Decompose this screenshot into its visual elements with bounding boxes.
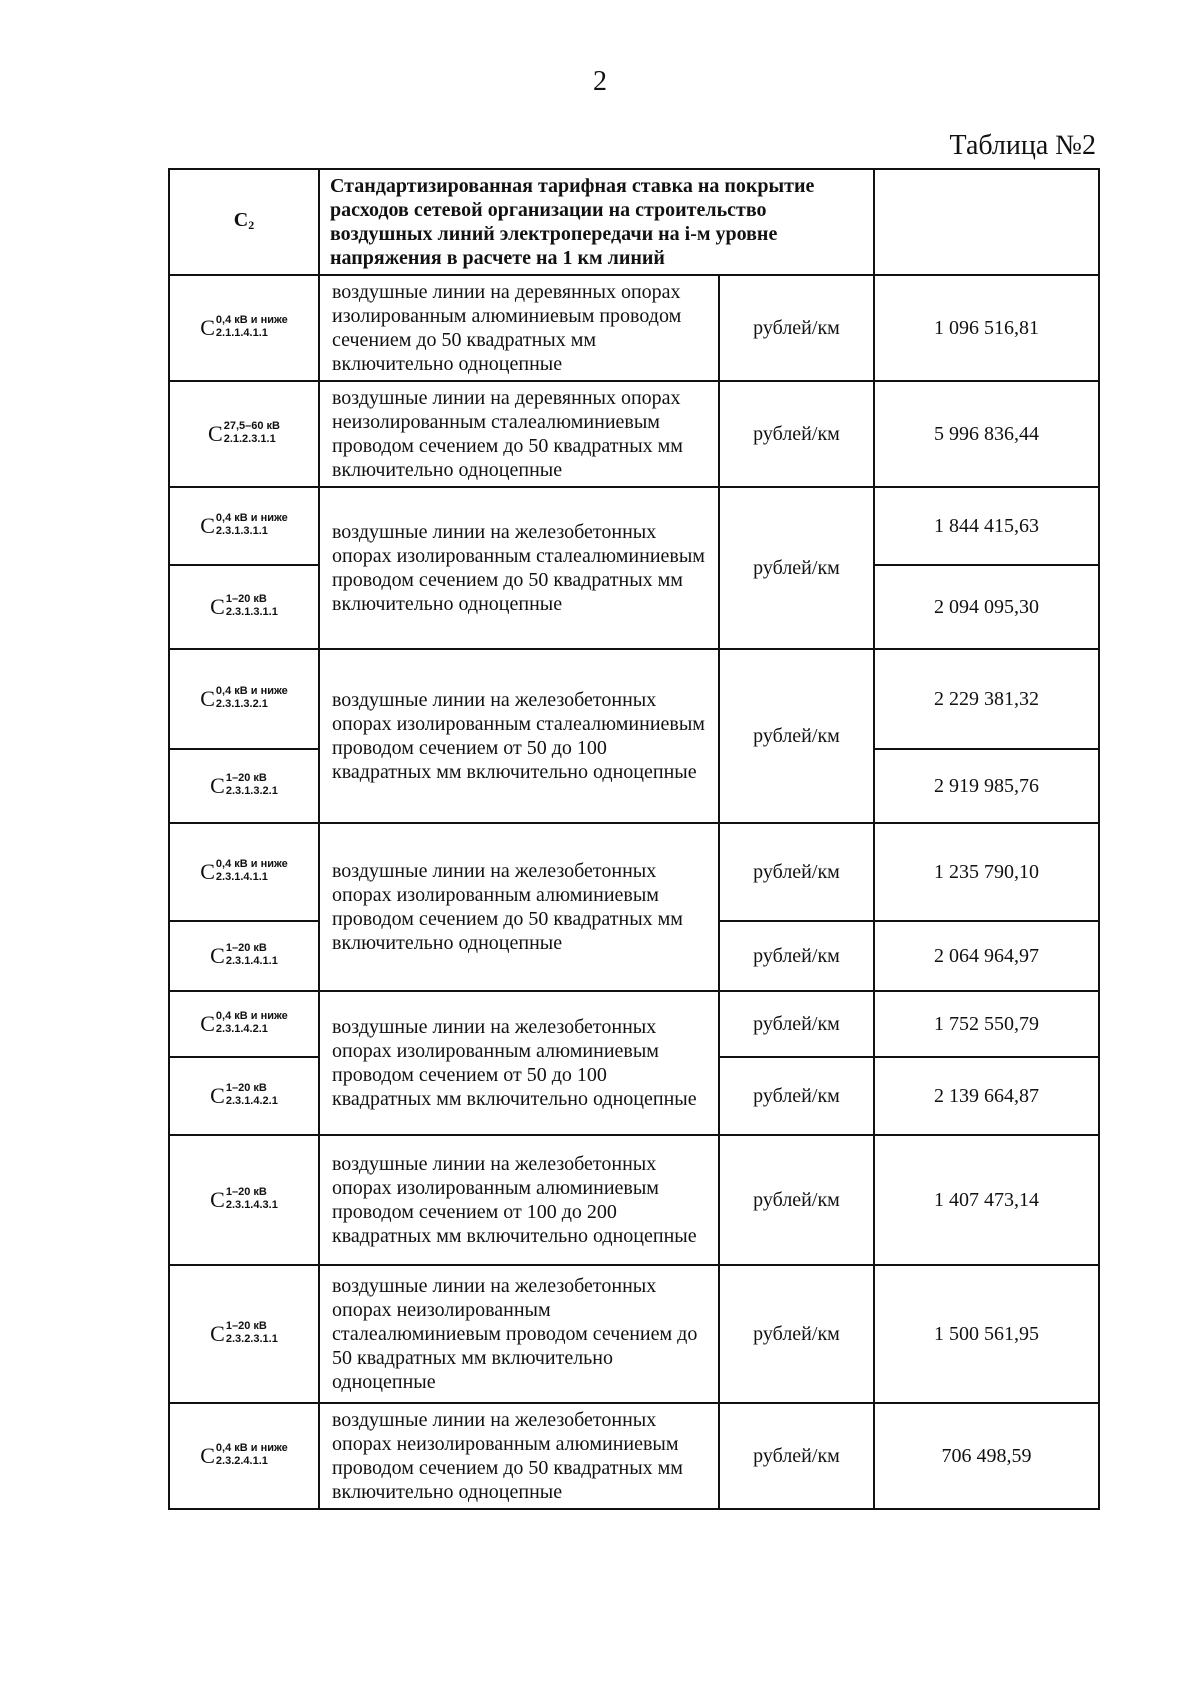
rate-value: 2 094 095,30 xyxy=(874,565,1099,649)
line-description: воздушные линии на деревянных опорах неизолированным сталеалюминиевым проводом сечением до 50 квадратных мм включительно одноцепные xyxy=(319,381,719,487)
rate-code: C 1–20 кВ 2.3.1.3.2.1 xyxy=(169,749,319,823)
rate-value: 1 844 415,63 xyxy=(874,487,1099,565)
table-row xyxy=(169,1265,1099,1403)
rate-code-index: 2.3.2.3.1.1 xyxy=(225,1333,278,1345)
rate-code-voltage: 0,4 кВ и ниже xyxy=(215,685,288,697)
rate-value: 1 500 561,95 xyxy=(874,1265,1099,1403)
unit: рублей/км xyxy=(719,1135,874,1265)
unit: рублей/км xyxy=(719,487,874,649)
rate-code: C 1–20 кВ 2.3.1.3.1.1 xyxy=(169,565,319,649)
rate-code-voltage: 27,5–60 кВ xyxy=(223,420,280,432)
rate-code-index: 2.3.1.3.1.1 xyxy=(215,525,268,537)
unit: рублей/км xyxy=(719,921,874,991)
rate-code-voltage: 0,4 кВ и ниже xyxy=(215,1010,288,1022)
rate-code-voltage: 0,4 кВ и ниже xyxy=(215,1442,288,1454)
table-row xyxy=(169,1403,1099,1509)
rate-code-voltage: 0,4 кВ и ниже xyxy=(215,858,288,870)
page-number: 2 xyxy=(593,66,607,97)
rate-code-index: 2.3.1.4.2.1 xyxy=(215,1023,268,1035)
header-code-subscript: 2 xyxy=(248,217,255,232)
line-description: воздушные линии на железобетонных опорах изолированным сталеалюминиевым проводом сечением до 50 квадратных мм включительно одноцепные xyxy=(319,487,719,649)
header-code-cell xyxy=(169,169,319,275)
rate-value: 5 996 836,44 xyxy=(874,381,1099,487)
rate-code: C 1–20 кВ 2.3.1.4.2.1 xyxy=(169,1057,319,1135)
rate-code: C 0,4 кВ и ниже 2.3.1.3.2.1 xyxy=(169,649,319,749)
header-code: C xyxy=(233,208,249,231)
unit: рублей/км xyxy=(719,1265,874,1403)
rate-code: C 0,4 кВ и ниже 2.1.1.4.1.1 xyxy=(169,275,319,381)
rate-code-voltage: 1–20 кВ xyxy=(225,772,267,784)
unit: рублей/км xyxy=(719,991,874,1057)
rate-code: C 0,4 кВ и ниже 2.3.1.4.1.1 xyxy=(169,823,319,921)
table-header-row xyxy=(169,169,1099,275)
rate-code-index: 2.3.1.4.1.1 xyxy=(225,955,278,967)
line-description: воздушные линии на железобетонных опорах неизолированным алюминиевым проводом сечением до 50 квадратных мм включительно одноцепные xyxy=(319,1403,719,1509)
rate-code: C 0,4 кВ и ниже 2.3.1.3.1.1 xyxy=(169,487,319,565)
line-description: воздушные линии на железобетонных опорах изолированным сталеалюминиевым проводом сечением от 50 до 100 квадратных мм включительно одноцепные xyxy=(319,649,719,823)
rate-code-index: 2.3.1.4.2.1 xyxy=(225,1095,278,1107)
rate-code-index: 2.1.2.3.1.1 xyxy=(223,433,276,445)
table-label: Таблица №2 xyxy=(949,130,1096,161)
table-row xyxy=(169,381,1099,487)
rate-code-index: 2.3.1.3.1.1 xyxy=(225,606,278,618)
rate-code-voltage: 1–20 кВ xyxy=(225,593,267,605)
rate-value: 2 919 985,76 xyxy=(874,749,1099,823)
rate-code-index: 2.3.1.4.1.1 xyxy=(215,871,268,883)
line-description: воздушные линии на железобетонных опорах неизолированным сталеалюминиевым проводом сечением до 50 квадратных мм включительно одноцепные xyxy=(319,1265,719,1403)
rate-value: 2 229 381,32 xyxy=(874,649,1099,749)
table-row xyxy=(169,823,1099,921)
line-description: воздушные линии на железобетонных опорах изолированным алюминиевым проводом сечением от 50 до 100 квадратных мм включительно одноцепные xyxy=(319,991,719,1135)
unit: рублей/км xyxy=(719,381,874,487)
rate-code: C 0,4 кВ и ниже 2.3.1.4.2.1 xyxy=(169,991,319,1057)
rate-code-voltage: 0,4 кВ и ниже xyxy=(215,512,288,524)
rate-value: 1 235 790,10 xyxy=(874,823,1099,921)
line-description: воздушные линии на деревянных опорах изолированным алюминиевым проводом сечением до 50 квадратных мм включительно одноцепные xyxy=(319,275,719,381)
rate-value: 706 498,59 xyxy=(874,1403,1099,1509)
rate-code: C 1–20 кВ 2.3.2.3.1.1 xyxy=(169,1265,319,1403)
rate-code-index: 2.3.1.3.2.1 xyxy=(225,785,278,797)
unit: рублей/км xyxy=(719,1403,874,1509)
table-row xyxy=(169,1135,1099,1265)
rate-value: 1 407 473,14 xyxy=(874,1135,1099,1265)
rate-value: 2 139 664,87 xyxy=(874,1057,1099,1135)
rate-code-index: 2.3.1.4.3.1 xyxy=(225,1199,278,1211)
unit: рублей/км xyxy=(719,275,874,381)
rate-code: C 0,4 кВ и ниже 2.3.2.4.1.1 xyxy=(169,1403,319,1509)
table-row xyxy=(169,275,1099,381)
rate-code-voltage: 1–20 кВ xyxy=(225,1082,267,1094)
unit: рублей/км xyxy=(719,649,874,823)
rate-value: 1 096 516,81 xyxy=(874,275,1099,381)
rate-code-index: 2.3.2.4.1.1 xyxy=(215,1455,268,1467)
rate-value: 2 064 964,97 xyxy=(874,921,1099,991)
table-row xyxy=(169,991,1099,1057)
rate-code-index: 2.1.1.4.1.1 xyxy=(215,327,268,339)
line-description: воздушные линии на железобетонных опорах изолированным алюминиевым проводом сечением до 50 квадратных мм включительно одноцепные xyxy=(319,823,719,991)
unit: рублей/км xyxy=(719,1057,874,1135)
header-empty-cell xyxy=(874,169,1099,275)
line-description: воздушные линии на железобетонных опорах изолированным алюминиевым проводом сечением от 100 до 200 квадратных мм включительно одноцепные xyxy=(319,1135,719,1265)
rate-code-voltage: 0,4 кВ и ниже xyxy=(215,314,288,326)
rate-code: C 1–20 кВ 2.3.1.4.3.1 xyxy=(169,1135,319,1265)
header-title: Стандартизированная тарифная ставка на покрытие расходов сетевой организации на строительство воздушных линий электропередачи на i-м уровне напряжения в расчете на 1 км линий xyxy=(319,169,874,275)
tariff-table xyxy=(168,168,1100,1510)
table-row xyxy=(169,649,1099,749)
unit: рублей/км xyxy=(719,823,874,921)
rate-code-voltage: 1–20 кВ xyxy=(225,1186,267,1198)
table-row xyxy=(169,487,1099,565)
rate-code-voltage: 1–20 кВ xyxy=(225,942,267,954)
rate-code-index: 2.3.1.3.2.1 xyxy=(215,698,268,710)
rate-value: 1 752 550,79 xyxy=(874,991,1099,1057)
rate-code: C 27,5–60 кВ 2.1.2.3.1.1 xyxy=(169,381,319,487)
rate-code: C 1–20 кВ 2.3.1.4.1.1 xyxy=(169,921,319,991)
rate-code-voltage: 1–20 кВ xyxy=(225,1320,267,1332)
